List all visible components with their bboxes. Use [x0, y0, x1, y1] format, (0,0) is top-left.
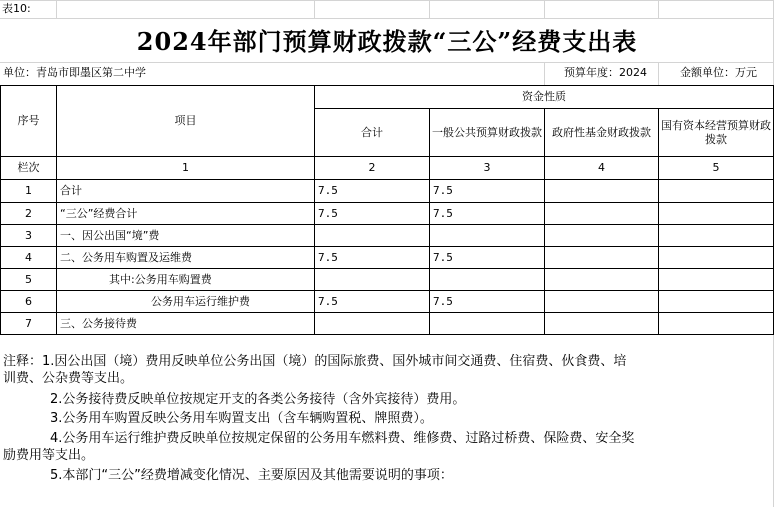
row-item: “三公”经费合计: [60, 206, 138, 220]
note-5: 5.本部门“三公”经费增减变化情况、主要原因及其他需要说明的事项：: [50, 468, 453, 483]
row-item: 二、公务用车购置及运维费: [60, 250, 192, 264]
row-seq: 2: [25, 206, 32, 220]
row-general: 7.5: [433, 294, 453, 308]
unit-label: 单位：青岛市即墨区第二中学: [3, 66, 146, 79]
row-item: 合计: [60, 184, 82, 197]
column-row-label: 栏次: [17, 161, 40, 174]
gridline: [544, 0, 545, 19]
sheet-label: 表10:: [2, 2, 31, 15]
row-state-capital: [659, 269, 773, 290]
header-total: 合计: [361, 125, 383, 139]
column-number: 5: [712, 161, 720, 174]
row-total: 7.5: [318, 294, 338, 308]
row-gov-fund: [545, 180, 658, 202]
row-item: 公务用车运行维护费: [151, 294, 250, 308]
header-fund-nature: 资金性质: [522, 90, 566, 103]
column-number: 4: [598, 161, 605, 174]
row-gov-fund: [545, 225, 658, 246]
row-general: [430, 313, 544, 334]
page-title: 2024年部门预算财政拨款“三公”经费支出表: [136, 27, 638, 56]
row-state-capital: [659, 291, 773, 312]
row-total: 7.5: [318, 206, 338, 220]
column-number: 1: [182, 161, 189, 174]
row-total: 7.5: [318, 250, 338, 264]
gridline: [544, 63, 545, 85]
note-4: 4.公务用车运行维护费反映单位按规定保留的公务用车燃料费、维修费、过路过桥费、保险费、安全奖: [50, 431, 635, 446]
note-1-cont: 训费、公杂费等支出。: [3, 371, 134, 386]
row-state-capital: [659, 203, 773, 224]
row-seq: 1: [25, 184, 32, 197]
budget-year-label: 预算年度：2024: [564, 66, 647, 79]
row-item: 一、因公出国“境”费: [60, 228, 160, 242]
row-state-capital: [659, 313, 773, 334]
row-item: 其中:公务用车购置费: [109, 272, 212, 286]
gridline: [658, 63, 659, 85]
header-state-capital: 国有资本经营预算财政拨款: [661, 118, 771, 146]
row-state-capital: [659, 247, 773, 268]
header-seq: 序号: [17, 114, 40, 127]
note-2: 2.公务接待费反映单位按规定开支的各类公务接待（含外宾接待）费用。: [50, 392, 466, 407]
row-seq: 5: [25, 272, 32, 286]
row-seq: 7: [25, 316, 32, 330]
row-general: 7.5: [433, 184, 453, 197]
row-general: 7.5: [433, 250, 453, 264]
row-gov-fund: [545, 247, 658, 268]
note-4-cont: 励费用等支出。: [3, 448, 95, 463]
row-total: [315, 313, 429, 334]
gridline: [56, 0, 57, 19]
row-gov-fund: [545, 313, 658, 334]
header-item: 项目: [174, 114, 197, 127]
row-general: 7.5: [433, 206, 453, 220]
header-general-budget: 一般公共预算财政拨款: [432, 125, 542, 139]
row-gov-fund: [545, 291, 658, 312]
row-item: 三、公务接待费: [60, 316, 137, 330]
row-state-capital: [659, 225, 773, 246]
row-total: 7.5: [318, 184, 338, 197]
header-gov-fund: 政府性基金财政拨款: [552, 125, 651, 139]
gridline: [658, 0, 659, 19]
row-gov-fund: [545, 203, 658, 224]
row-total: [315, 269, 429, 290]
column-number: 3: [483, 161, 491, 174]
row-seq: 6: [25, 294, 32, 308]
row-seq: 3: [25, 228, 32, 242]
note-3: 3.公务用车购置反映公务用车购置支出（含车辆购置税、牌照费）。: [50, 411, 433, 426]
row-gov-fund: [545, 269, 658, 290]
row-state-capital: [659, 180, 773, 202]
row-general: [430, 269, 544, 290]
row-seq: 4: [25, 250, 32, 264]
gridline: [314, 0, 315, 19]
amount-unit-label: 金额单位：万元: [680, 66, 757, 79]
row-total: [315, 225, 429, 246]
note-1: 注释：1.因公出国（境）费用反映单位公务出国（境）的国际旅费、国外城市间交通费、住宿费、伙食费、培: [3, 354, 627, 369]
column-number: 2: [368, 161, 376, 174]
gridline: [429, 0, 430, 19]
row-general: [430, 225, 544, 246]
